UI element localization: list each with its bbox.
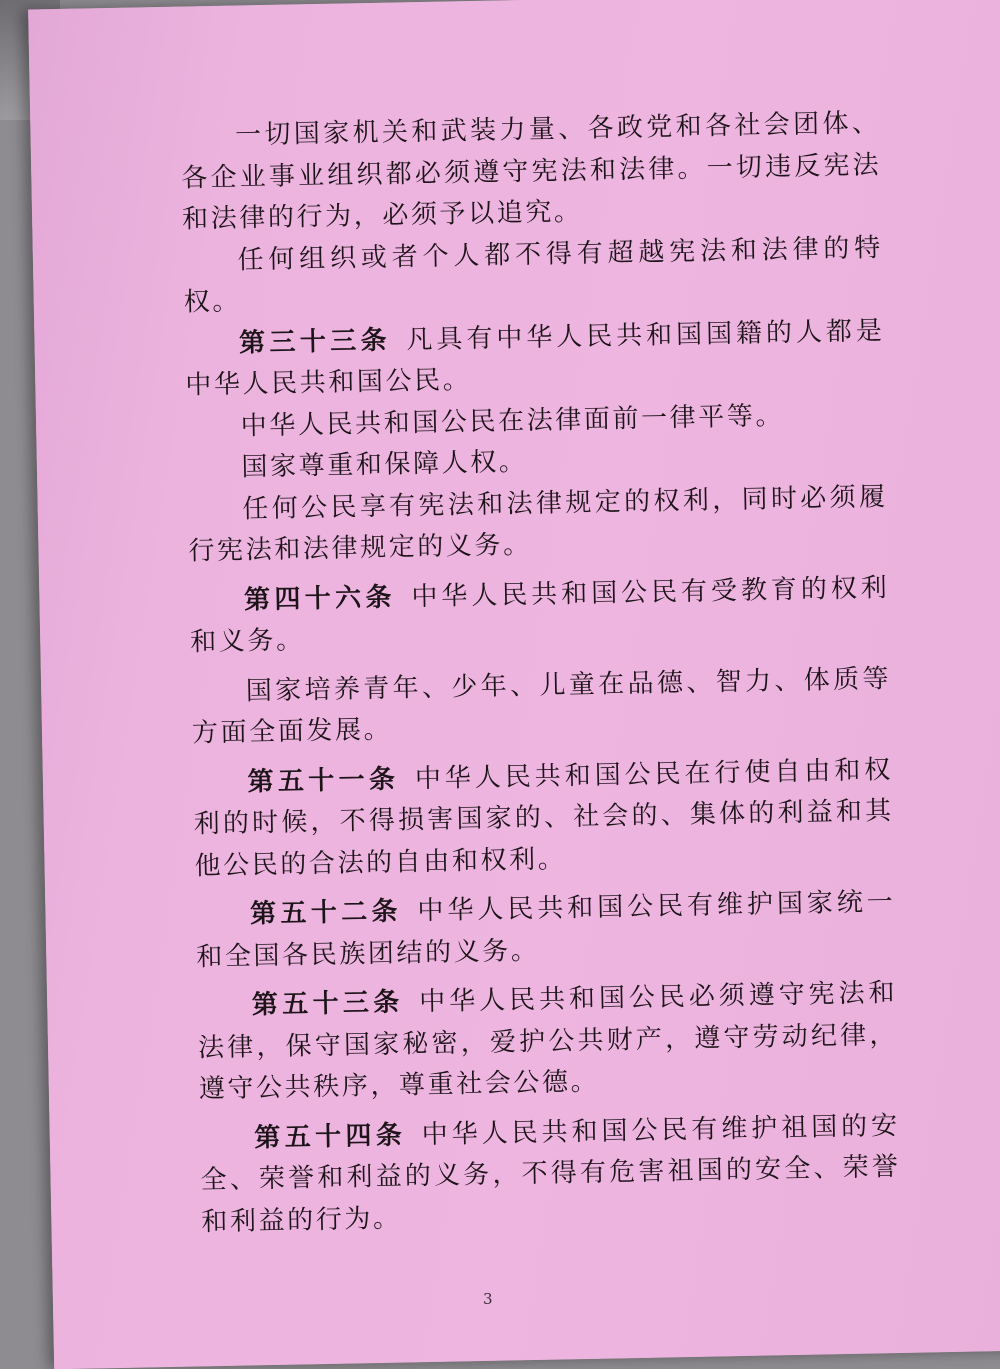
paragraph-text: 任何组织或者个人都不得有超越宪法和法律的特权。 <box>183 232 884 318</box>
paragraph-text: 国家尊重和保障人权。 <box>241 447 528 483</box>
paragraph <box>187 477 888 573</box>
article-46 <box>189 568 890 664</box>
paragraph-text: 中华人民共和国公民在行使自由和权利的时候，不得损害国家的、社会的、集体的利益和其他公民的合法的自由和权利。 <box>193 754 894 881</box>
article-52 <box>195 882 896 978</box>
paragraph-text: 中华人民共和国公民在法律面前一律平等。 <box>240 400 785 441</box>
paragraph <box>191 659 892 755</box>
paragraph-text: 凡具有中华人民共和国国籍的人都是中华人民共和国公民。 <box>185 315 885 401</box>
article-heading: 第五十一条 <box>247 764 400 797</box>
article-51 <box>193 750 895 888</box>
paragraph-text: 中华人民共和国公民必须遵守宪法和法律，保守国家秘密，爱护公共财产，遵守劳动纪律，遵守公共秩序，尊重社会公德。 <box>197 978 899 1105</box>
page-number: 3 <box>483 1290 493 1308</box>
article-54 <box>199 1105 901 1243</box>
paragraph-text: 中华人民共和国公民有受教育的权利和义务。 <box>189 572 890 658</box>
document-body <box>180 103 902 1243</box>
article-33 <box>184 311 885 407</box>
paragraph-text: 一切国家机关和武装力量、各政党和各社会团体、各企业事业组织都必须遵守宪法和法律。一切违反宪法和法律的行为，必须予以追究。 <box>181 108 882 235</box>
paragraph-text: 中华人民共和国公民有维护国家统一和全国各民族团结的义务。 <box>196 887 896 972</box>
paragraph <box>180 103 882 241</box>
article-heading: 第三十三条 <box>238 325 392 359</box>
paragraph-text: 国家培养青年、少年、儿童在品德、智力、体质等方面全面发展。 <box>191 663 892 749</box>
paragraph <box>183 228 884 324</box>
article-53 <box>197 973 899 1111</box>
paragraph-text: 任何公民享有宪法和法律规定的权利，同时必须履行宪法和法律规定的义务。 <box>188 481 888 567</box>
article-heading: 第五十三条 <box>251 987 404 1021</box>
paragraph-text: 中华人民共和国公民有维护祖国的安全、荣誉和利益的义务，不得有危害祖国的安全、荣誉和利益的行为。 <box>200 1110 901 1237</box>
article-heading: 第五十四条 <box>254 1119 407 1153</box>
article-heading: 第五十二条 <box>249 896 403 930</box>
paper-sheet <box>28 0 1000 1369</box>
article-heading: 第四十六条 <box>243 582 397 615</box>
